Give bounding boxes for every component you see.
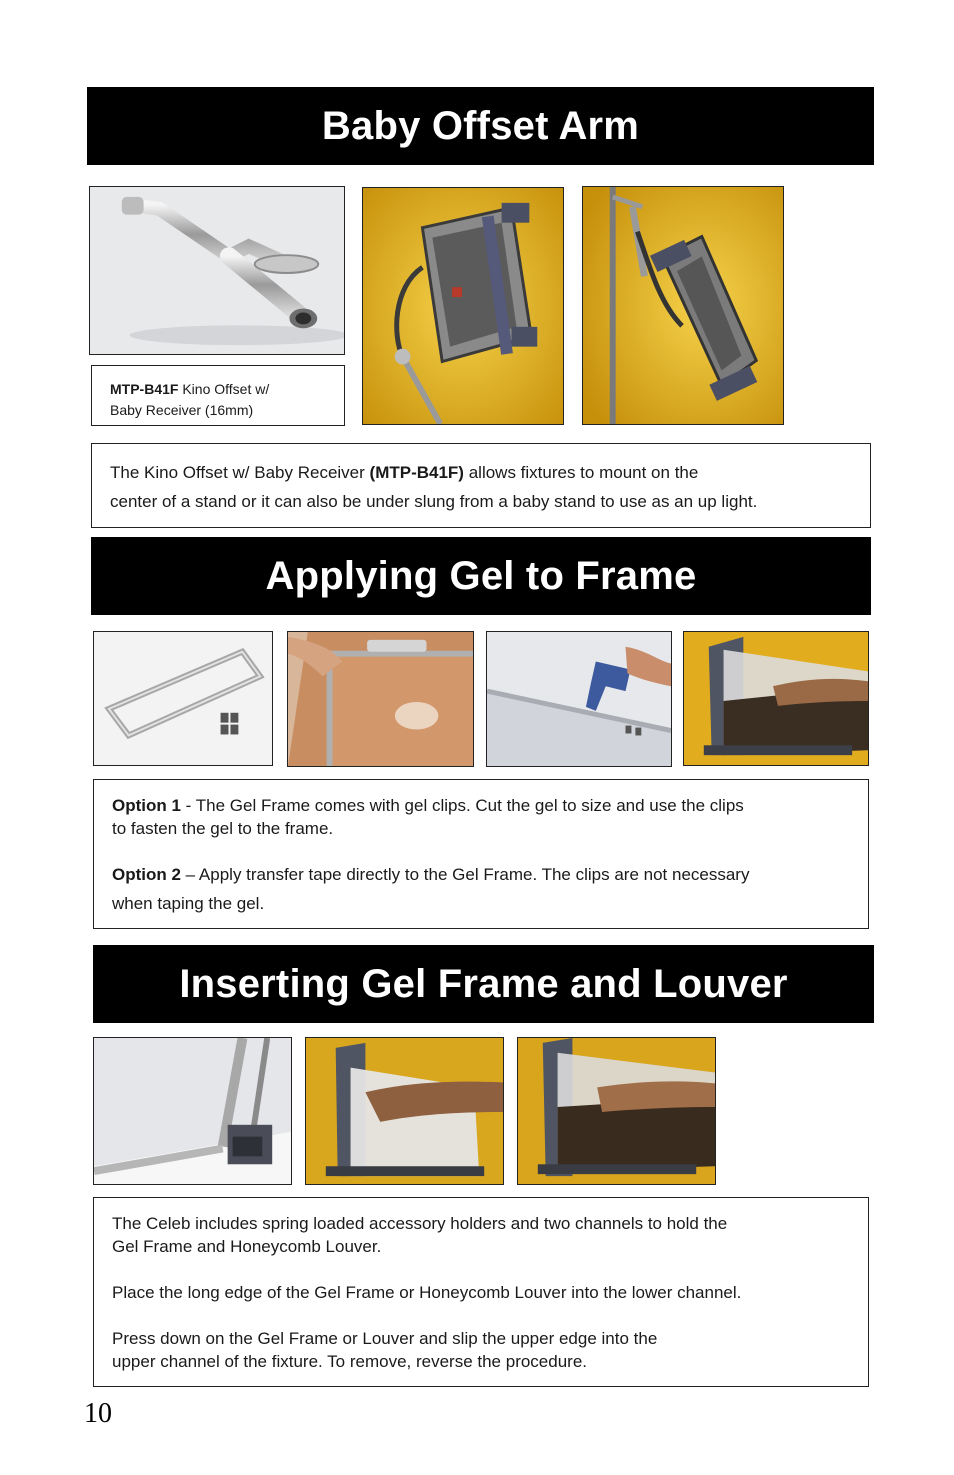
section-title-baby-offset-arm xyxy=(87,87,874,165)
option2-label: Option 2 xyxy=(112,865,181,884)
photo-channel-closeup xyxy=(93,1037,292,1185)
section-title-applying-gel xyxy=(91,537,871,615)
page-number: 10 xyxy=(84,1398,112,1429)
caption-text-2: Baby Receiver (16mm) xyxy=(110,402,254,418)
option1-label: Option 1 xyxy=(112,796,181,815)
caption-text-1: Kino Offset w/ xyxy=(178,381,270,397)
section-title-inserting-gel-frame xyxy=(93,945,874,1023)
desc-line-2: center of a stand or it can also be under slung from a baby stand to use as an up light. xyxy=(110,492,758,511)
caption-mtp-b41f xyxy=(91,365,345,426)
photo-applying-amber-gel xyxy=(287,631,474,767)
p1-line2: Gel Frame and Honeycomb Louver. xyxy=(112,1237,382,1256)
option1-text-2: to fasten the gel to the frame. xyxy=(112,819,334,838)
photo-insert-upper-channel xyxy=(517,1037,716,1185)
p2: Place the long edge of the Gel Frame or Honeycomb Louver into the lower channel. xyxy=(112,1283,742,1302)
p3-line2: upper channel of the fixture. To remove, reverse the procedure. xyxy=(112,1352,588,1371)
photo-offset-arm xyxy=(89,186,345,355)
section-title-text: Baby Offset Arm xyxy=(321,103,640,148)
section-title-text: Applying Gel to Frame xyxy=(265,553,697,598)
gel-options-box xyxy=(93,779,869,929)
insert-instructions-box xyxy=(93,1197,869,1387)
desc-post: allows fixtures to mount on the xyxy=(463,463,699,482)
caption-code: MTP-B41F xyxy=(110,381,179,397)
option2-text-2: when taping the gel. xyxy=(112,894,265,913)
photo-fixture-underslung xyxy=(582,186,784,425)
photo-fixture-mounted-center xyxy=(362,187,564,425)
desc-code: (MTP-B41F) xyxy=(369,463,464,482)
p1-line1: The Celeb includes spring loaded accessory holders and two channels to hold the xyxy=(112,1214,728,1233)
description-offset-arm xyxy=(91,443,871,528)
option2-text-1: – Apply transfer tape directly to the Gel Frame. The clips are not necessary xyxy=(180,865,750,884)
p3-line1: Press down on the Gel Frame or Louver and slip the upper edge into the xyxy=(112,1329,658,1348)
option1-text-1: - The Gel Frame comes with gel clips. Cut the gel to size and use the clips xyxy=(180,796,744,815)
desc-pre: The Kino Offset w/ Baby Receiver xyxy=(110,463,370,482)
section-title-text: Inserting Gel Frame and Louver xyxy=(179,961,788,1006)
photo-inserting-gel-fixture xyxy=(683,631,869,766)
photo-insert-lower-channel xyxy=(305,1037,504,1185)
photo-gel-frame-clips xyxy=(93,631,273,766)
photo-applying-transfer-tape xyxy=(486,631,672,767)
